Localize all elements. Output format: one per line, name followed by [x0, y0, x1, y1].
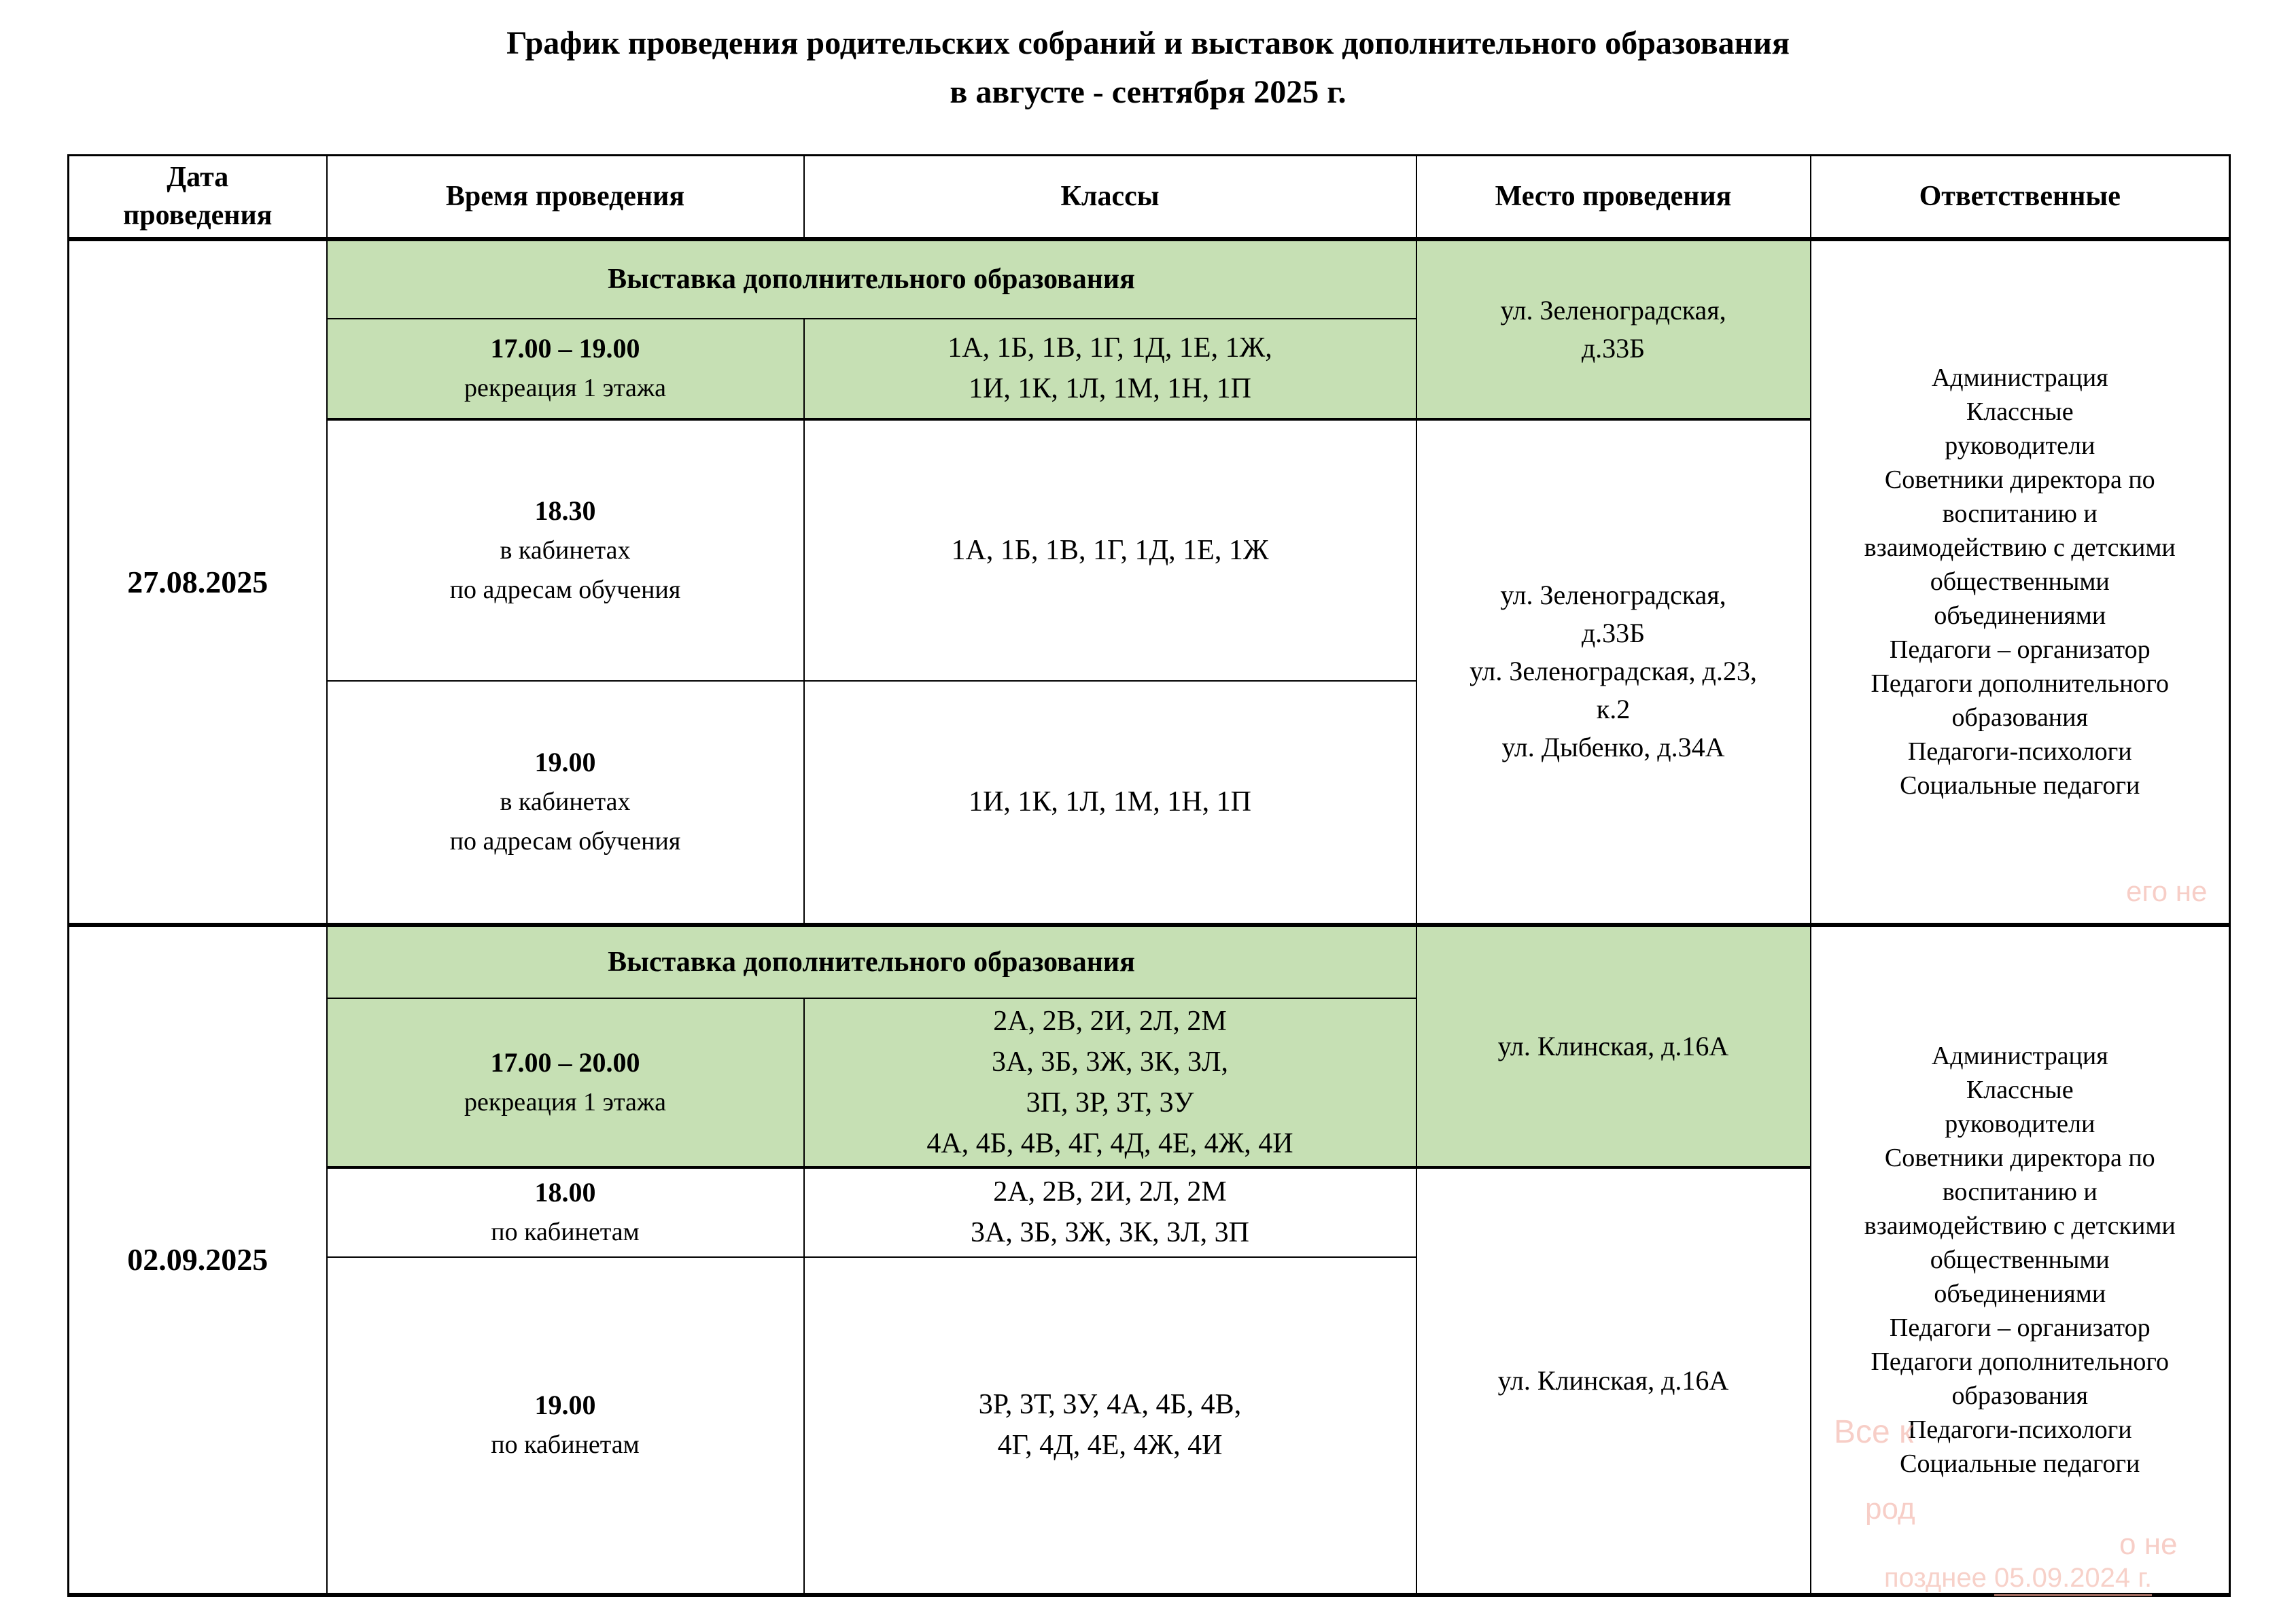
section2-banner-row: [69, 925, 2230, 998]
section1-banner-row: [69, 239, 2230, 319]
meeting-classes-cell: 1И, 1К, 1Л, 1М, 1Н, 1П: [804, 681, 1416, 925]
exhibition-banner-section1: Выставка дополнительного образования: [327, 239, 1416, 319]
meeting-classes-cell: 3Р, 3Т, 3У, 4А, 4Б, 4В, 4Г, 4Д, 4Е, 4Ж, 4И: [804, 1257, 1416, 1595]
responsible-cell-section1: Администрация Классные руководители Советники директора по воспитанию и взаимодействию с детскими общественными объединениями Педагоги – организатор Педагоги дополнительного образования Педагоги-психологи Социальные педагоги: [1811, 239, 2230, 925]
meeting-time-value: 18.00: [534, 1177, 596, 1208]
meeting-time-cell: [327, 419, 804, 681]
exhibition-classes-cell-section2: 2А, 2В, 2И, 2Л, 2М 3А, 3Б, 3Ж, 3К, 3Л, 3П, 3Р, 3Т, 3У 4А, 4Б, 4В, 4Г, 4Д, 4Е, 4Ж, 4И: [804, 998, 1416, 1167]
title-line-1: График проведения родительских собраний и выставок дополнительного образования: [506, 25, 1790, 61]
meeting-time-note: по кабинетам: [491, 1218, 640, 1246]
meeting-classes-cell: 2А, 2В, 2И, 2Л, 2М 3А, 3Б, 3Ж, 3К, 3Л, 3П: [804, 1167, 1416, 1257]
exhibition-time-cell-section2: [327, 998, 804, 1167]
meeting-time-note: в кабинетах по адресам обучения: [449, 535, 681, 604]
meeting-classes-cell: 1А, 1Б, 1В, 1Г, 1Д, 1Е, 1Ж: [804, 419, 1416, 681]
col-header-classes: Классы: [804, 156, 1416, 239]
watermark-word: позднее: [1884, 1563, 1987, 1593]
col-header-date-label: Дата проведения: [123, 162, 273, 232]
exhibition-time-note: рекреация 1 этажа: [464, 1087, 667, 1116]
meeting-time-cell: [327, 1167, 804, 1257]
col-header-responsible: Ответственные: [1811, 156, 2230, 239]
exhibition-location-section2: ул. Клинская, д.16А: [1416, 925, 1811, 1167]
exhibition-classes-cell-section1: 1А, 1Б, 1В, 1Г, 1Д, 1Е, 1Ж, 1И, 1К, 1Л, 1М, 1Н, 1П: [804, 319, 1416, 419]
watermark-date: 05.09.2024 г.: [1994, 1563, 2152, 1596]
meeting-time-note: по кабинетам: [491, 1430, 640, 1459]
meeting-time-cell: [327, 681, 804, 925]
schedule-table: [67, 154, 2231, 1597]
meeting-time-value: 19.00: [534, 747, 596, 777]
watermark-fragment: о не: [2119, 1528, 2178, 1561]
watermark-fragment: Все к: [1834, 1414, 1914, 1450]
header-row: [69, 156, 2230, 239]
responsible-cell-section2: Администрация Классные руководители Советники директора по воспитанию и взаимодействию с детскими общественными объединениями Педагоги – организатор Педагоги дополнительного образования Педагоги-психологи Социальные педагоги: [1811, 925, 2230, 1595]
watermark-fragment: его не: [2126, 875, 2208, 907]
date-cell-section2: 02.09.2025: [69, 925, 327, 1595]
exhibition-time-cell-section1: [327, 319, 804, 419]
meeting-time-cell: [327, 1257, 804, 1595]
exhibition-time-value: 17.00 – 19.00: [490, 333, 640, 364]
col-header-time: Время проведения: [327, 156, 804, 239]
meeting-time-value: 19.00: [534, 1390, 596, 1420]
meeting-time-value: 18.30: [534, 495, 596, 526]
watermark-fragment: [1884, 1563, 2152, 1593]
meeting-time-note: в кабинетах по адресам обучения: [449, 788, 681, 856]
title-line-2: в августе - сентября 2025 г.: [950, 74, 1346, 110]
exhibition-time-note: рекреация 1 этажа: [464, 374, 667, 402]
watermark-fragment: род: [1865, 1492, 1915, 1526]
date-cell-section1: 27.08.2025: [69, 239, 327, 925]
col-header-location: Место проведения: [1416, 156, 1811, 239]
exhibition-time-value: 17.00 – 20.00: [490, 1046, 640, 1078]
document-title: [0, 19, 2296, 117]
col-header-date: [69, 156, 327, 239]
exhibition-banner-section2: Выставка дополнительного образования: [327, 925, 1416, 998]
meetings-location-cell-section1: ул. Зеленоградская, д.33Б ул. Зеленоградская, д.23, к.2 ул. Дыбенко, д.34А: [1416, 419, 1811, 925]
meetings-location-cell-section2: ул. Клинская, д.16А: [1416, 1167, 1811, 1595]
exhibition-location-section1: ул. Зеленоградская, д.33Б: [1416, 239, 1811, 419]
